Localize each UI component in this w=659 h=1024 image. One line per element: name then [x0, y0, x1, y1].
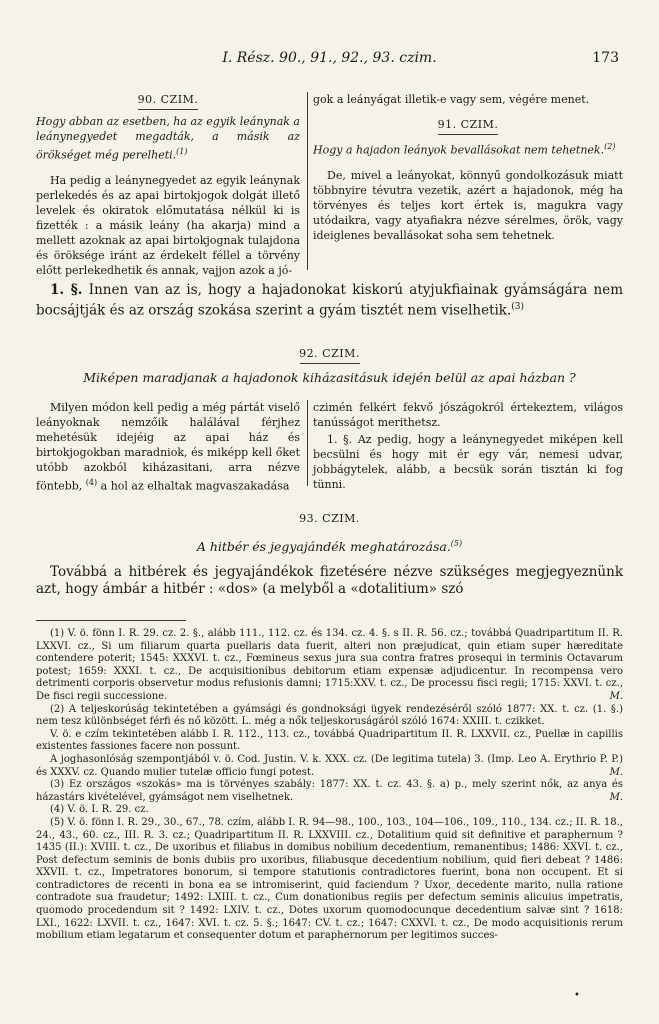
footnote-rule: [36, 620, 186, 621]
chapter-92-right-text: czimén felkért fekvő jószágokról értekeztem, világos tanússágot merithetsz.: [313, 401, 623, 429]
footnote-signature: M.: [609, 690, 623, 702]
chapter-92-heading: 92. CZIM.: [299, 347, 360, 360]
footnote-text: (1) V. ö. fönn I. R. 29. cz. 2. §., alább 111., 112. cz. és 134. cz. 4. §. s II. R. 56. cz.; továbbá Quadripartitum II. R. LXXVI. cz., Si um filiarum quarta puellaris data fuerit, alteri non præjudicat, quin etiam super hæreditate contendere poterit; 1545: XXXVI. t. cz., Fœmineus sexus jura sua contra fratres prosequi in terminis Octavarum potest; 1659: XXXI. t. cz., De acquisitionibus debitorum etiam expensæ adjudicentur. In recompensa vero detrimenti corporis observetur modus refusionis damni; 1715:XXV. t. cz., De processu fisci regii; 1715: XXVI. t. cz., De fisci regii successione.: [36, 628, 623, 702]
running-header: [36, 50, 623, 70]
chapter-93-heading: 93. CZIM.: [299, 512, 360, 525]
footnote: [36, 704, 623, 729]
chapter-90-continuation: gok a leányágat illetik-e vagy sem, végére menet.: [313, 93, 590, 106]
footnote: [36, 817, 623, 943]
chapter-92-section-1: 1. §. Az pedig, hogy a leánynegyedet miképen kell becsülni és hogy mit ér egy vár, nemesi udvar, jobbágytelek, alább, a becsük során tisztán ki fog tünni.: [313, 433, 623, 491]
bottom-mark: •: [574, 990, 580, 1001]
column-divider: [307, 92, 308, 270]
chapter-92-left: Milyen módon kell pedig a még pártát viselő leányoknak nemzőik halálával férjhez mehetésük idejéig az apai ház és birtokjogokban maradniok, és miképp kell őket utóbb azokból kiházasitani, arra nézve föntebb, $^{(4)}$ a hol az elhaltak magvaszakadása: [36, 401, 300, 493]
chapter-93-subtitle: A hitbér és jegyajándék meghatározása.$^{(5)}$: [196, 539, 463, 555]
chapter-90-body: Ha pedig a leánynegyedet az egyik leánynak perlekedés és az apai birtokjogok dolgát illető levelek és okiratok előmutatása nélkül ki is fizették : a másik leány (ha akarja) mind a mellett azoknak az apai birtokjognak tulajdona és öröksége iránt az érdekelt féllel a törvény előtt perlekedhetik és annak, vajjon azok a jó-: [36, 173, 300, 277]
chapter-91-body: De, mivel a leányokat, könnyű gondolkozásuk miatt többnyire tévutra vezetik, azért a hajadonok, még ha törvényes és teljes kort értek is, magukra vagy utódaikra, vagy atyafiakra nézve sérelmes, örök, vagy ideiglenes bevallásokat soha sem tehetnek.: [313, 168, 623, 242]
chapter-92-left-end: a hol az elhaltak magvaszakadása: [100, 479, 290, 493]
chapter-92-subtitle: Miképen maradjanak a hajadonok kiházasitásuk idején belül az apai házban ?: [83, 370, 576, 385]
chapter-92-header: [36, 346, 623, 385]
footnote-signature: M.: [609, 766, 623, 778]
chapter-90-subtitle: Hogy abban az esetben, ha az egyik leánynak a leánynegyedet megadták, a másik az örökséget még perelheti.$^{(1)}$: [36, 115, 300, 162]
footnote-text: A joghasonlóság szempontjából v. ö. Cod. Justin. V. k. XXX. cz. (De legitima tutela) 3. (Imp. Leo A. Erythrio P. P.) és XXXV. cz. Quando mulier tutelæ officio fungi potest.: [36, 753, 623, 778]
chapter-93: [36, 511, 623, 554]
section-1: 1. §. Innen van az is, hogy a hajadonokat kiskorú atyjukfiainak gyámságára nem bocsájtják és az ország szokása szerint a gyám tisztét nem viselhetik.$^{(3)}$: [36, 282, 623, 319]
chapter-92-left-text: Milyen módon kell pedig a még pártát viselő leányoknak nemzőik halálával férjhez mehetésük idejéig az apai ház és birtokjogokban maradniok, és miképp kell őket utóbb azokból kiházasitani, arra nézve föntebb,: [36, 401, 300, 493]
footnotes: [36, 628, 623, 943]
footnote-signature: M.: [609, 791, 623, 803]
footnote-text: V. ö. e czím tekintetében alább I. R. 112., 113. cz., továbbá Quadripartitum II. R. LXXVII. cz., Puellæ in capillis existentes fassiones facere non possunt.: [36, 728, 623, 753]
section-1-label: 1. §.: [50, 282, 83, 298]
chapter-92-right: [313, 400, 623, 492]
footnote: [36, 729, 623, 754]
chapter-91: [313, 92, 623, 243]
chapter-90-heading: 90. CZIM.: [137, 93, 199, 106]
chapter-91-subtitle: Hogy a hajadon leányok bevallásokat nem tehetnek.$^{(2)}$: [313, 142, 616, 157]
chapter-90: [36, 92, 300, 278]
chapter-93-body: Továbbá a hitbérek és jegyajándékok fizetésére nézve szükséges megjegyeznünk azt, hogy ámbár a hitbér : «dos» (a melyből a «dotalitium» szó: [36, 564, 623, 597]
page-number: 173: [592, 50, 619, 66]
footnote: [36, 754, 623, 779]
footnote-text: (4) V. ö. I. R. 29. cz.: [50, 804, 149, 816]
footnote: [36, 628, 623, 704]
footnote: [36, 779, 623, 804]
section-1-text: Innen van az is, hogy a hajadonokat kiskorú atyjukfiainak gyámságára nem bocsájtják és az ország szokása szerint a gyám tisztét nem viselhetik.: [36, 282, 623, 319]
column-divider-2: [307, 400, 308, 486]
chapter-91-heading: 91. CZIM.: [437, 118, 499, 131]
footnote: [36, 804, 623, 817]
footnote-text: (3) Ez országos «szokás» ma is törvényes szabály: 1877: XX. t. cz. 43. §. a) p., mely szerint nők, az anya és házastárs kivételével, gyámságot nem viselhetnek.: [36, 779, 623, 803]
running-title: I. Rész. 90., 91., 92., 93. czim.: [222, 50, 437, 66]
footnote-text: (5) V. ö. fönn I. R. 29., 30., 67., 78. czím, alább I. R. 94—98., 100., 103., 104—106., 109., 110., 134. cz.; II. R. 18., 24., 43., 60. cz., III. R. 3. cz.; Quadripartitum II. R. LXXVIII. cz., Dotalitium quid sit definitive et paraphernum ? 1435 (II.): XVIII. t. cz., De uxoribus et filiabus in domibus nobilium decedentium, remanentibus; 1486: XXVI. t. cz., Post defectum seminis de bonis dubiis pro uxoribus, filiabusque decedentium nobilium, quid fieri debeat ? 1486: XXVII. t. cz., Impetratores bonorum, si tempore statutionis contradictores fuerint, bona non occupent. Et si contradictores de recenti in bona ea se intromiserint, quid faciendum ? Uxor, decedente marito, nulla ratione contradote sua fraudetur; 1492: LXIII. t. cz., Cum donationibus regiis per defectum seminis alicuius impetratis, quomodo procedendum sit ? 1492: LXIV. t. cz., Dotes uxorum quomodocunque decedentium salvæ sint ? 1618: LXI., 1622: LXVII. t. cz., 1647: XVI. t. cz. 5. §.; 1647: CV. t. cz.; 1647: CXXVI. t. cz., De modo acquisitionis rerum mobilium etiam legatarum et consequenter dotum et paraphernorum per legitimos succes-: [36, 816, 623, 942]
footnote-text: (2) A teljeskorúság tekintetében a gyámsági és gondnoksági ügyek rendezéséről szóló 1877: XX. t. cz. (1. §.) nem tesz különbséget férfi és nő között. L. még a nők teljeskoruságáról szóló 1674: XXIII. t. czikket.: [36, 703, 623, 728]
